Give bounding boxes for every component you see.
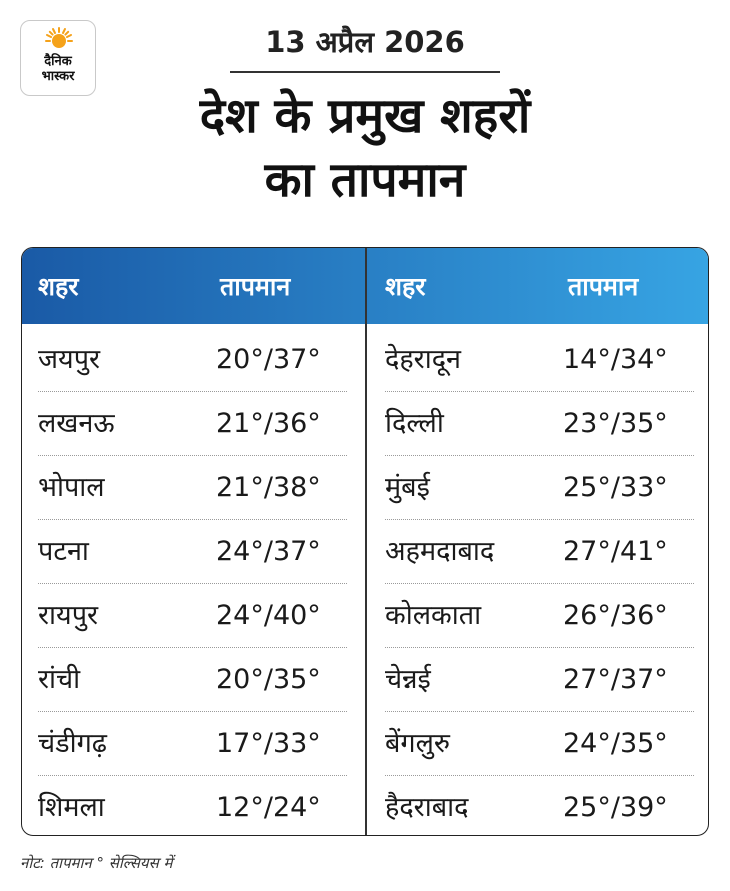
city-temperature: 12°/24° bbox=[216, 792, 321, 823]
header-temp-right: तापमान bbox=[568, 272, 639, 301]
table-row bbox=[38, 520, 347, 584]
city-temperature: 20°/37° bbox=[216, 344, 321, 375]
city-temperature: 21°/36° bbox=[216, 408, 321, 439]
header-temp-left: तापमान bbox=[220, 272, 291, 301]
city-temperature: 26°/36° bbox=[563, 600, 668, 631]
city-name: लखनऊ bbox=[38, 408, 115, 439]
city-name: दिल्ली bbox=[385, 408, 444, 439]
city-temperature: 27°/37° bbox=[563, 664, 668, 695]
footnote: नोट: तापमान ° सेल्सियस में bbox=[20, 854, 173, 872]
city-name: जयपुर bbox=[38, 344, 101, 375]
city-name: अहमदाबाद bbox=[385, 536, 495, 567]
city-name: चंडीगढ़ bbox=[38, 728, 107, 759]
city-temperature: 24°/40° bbox=[216, 600, 321, 631]
title-line-1: देश के प्रमुख शहरों bbox=[199, 88, 531, 144]
title-line-2: का तापमान bbox=[264, 152, 466, 208]
city-temperature: 25°/33° bbox=[563, 472, 668, 503]
city-name: शिमला bbox=[38, 792, 105, 823]
table-row bbox=[385, 776, 694, 836]
city-temperature: 24°/37° bbox=[216, 536, 321, 567]
logo-text-line2: भास्कर bbox=[41, 69, 75, 84]
table-row bbox=[385, 648, 694, 712]
city-temperature: 25°/39° bbox=[563, 792, 668, 823]
city-temperature: 14°/34° bbox=[563, 344, 668, 375]
date-underline bbox=[230, 71, 500, 73]
city-temperature: 21°/38° bbox=[216, 472, 321, 503]
city-name: रांची bbox=[38, 664, 81, 695]
city-name: मुंबई bbox=[385, 472, 430, 503]
column-divider bbox=[365, 248, 367, 835]
table-row bbox=[385, 712, 694, 776]
header-city-right: शहर bbox=[385, 272, 426, 301]
city-temperature: 24°/35° bbox=[563, 728, 668, 759]
logo-text-line1: दैनिक bbox=[44, 54, 72, 69]
city-name: हैदराबाद bbox=[385, 792, 469, 823]
table-row bbox=[385, 584, 694, 648]
table-row bbox=[38, 456, 347, 520]
page-title bbox=[0, 84, 730, 212]
city-name: रायपुर bbox=[38, 600, 99, 631]
city-temperature: 17°/33° bbox=[216, 728, 321, 759]
city-name: देहरादून bbox=[385, 344, 462, 375]
table-row bbox=[38, 328, 347, 392]
city-name: कोलकाता bbox=[385, 600, 482, 631]
city-temperature: 23°/35° bbox=[563, 408, 668, 439]
table-row bbox=[385, 328, 694, 392]
city-name: भोपाल bbox=[38, 472, 105, 503]
table-row bbox=[38, 392, 347, 456]
table-row bbox=[385, 456, 694, 520]
table-row bbox=[385, 392, 694, 456]
table-row bbox=[38, 712, 347, 776]
temperature-table bbox=[21, 247, 709, 836]
city-name: बेंगलुरु bbox=[385, 728, 451, 759]
table-row bbox=[38, 584, 347, 648]
table-row bbox=[38, 648, 347, 712]
city-temperature: 27°/41° bbox=[563, 536, 668, 567]
header-city-left: शहर bbox=[38, 272, 79, 301]
table-row bbox=[38, 776, 347, 836]
city-temperature: 20°/35° bbox=[216, 664, 321, 695]
date-label: 13 अप्रैल 2026 bbox=[265, 25, 465, 59]
table-row bbox=[385, 520, 694, 584]
city-name: चेन्नई bbox=[385, 664, 431, 695]
city-name: पटना bbox=[38, 536, 89, 567]
